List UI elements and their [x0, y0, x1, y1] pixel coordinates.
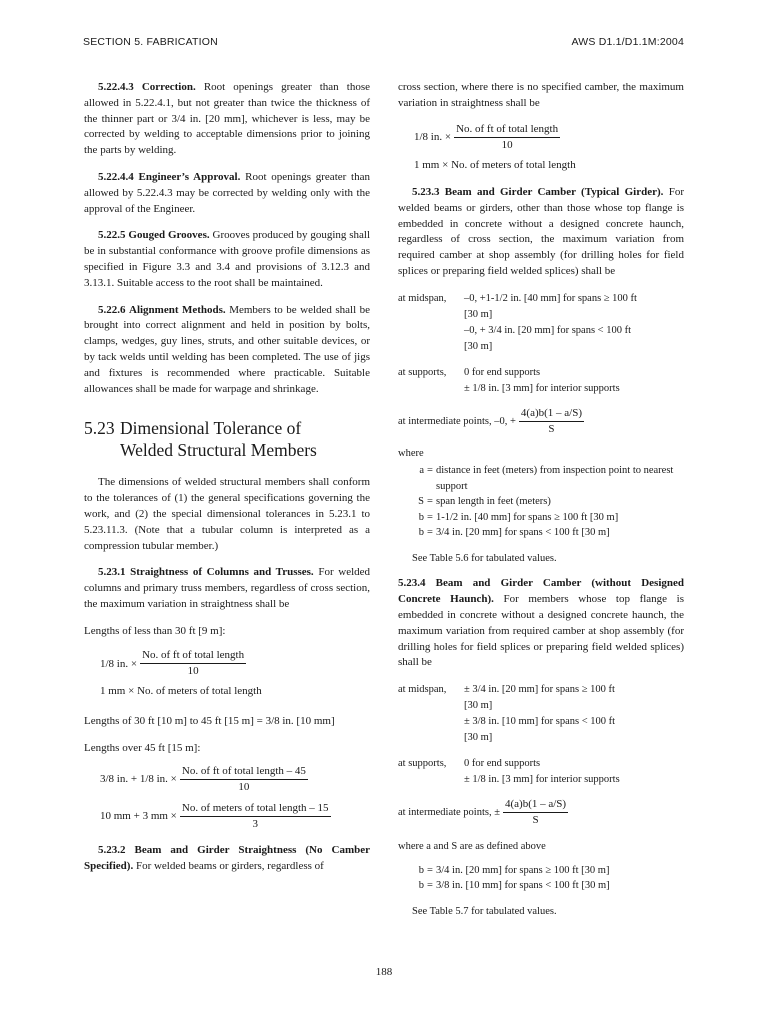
spec-value: [30 m] — [464, 340, 493, 352]
formula-prefix: 10 mm + 3 mm × — [100, 810, 177, 823]
formula-denominator: 3 — [252, 817, 258, 830]
para-number: 5.23.3 — [412, 186, 440, 199]
definition-row: b = 1-1/2 in. [40 mm] for spans ≥ 100 ft [30 m] — [398, 510, 684, 526]
para-5-22-6 — [84, 303, 370, 398]
para-5-23-2-continued: cross section, where there is no specified camber, the maximum variation in straightness shall be — [398, 81, 684, 109]
para-text: For members whose top flange is embedded in concrete without a designed concrete haunch, the maximum variation from required camber at shop assembly (for drilling holes for field splices or preparing field welded splices) shall be — [398, 593, 684, 669]
para-title: Beam and Girder Straightness (No Camber Specified). — [84, 843, 370, 872]
formula-prefix: 3/8 in. + 1/8 in. × — [100, 773, 177, 786]
para-number: 5.22.4.3 — [98, 81, 134, 93]
para-text: Grooves produced by gouging shall be in substantial conformance with groove profile dimensions as specified in Figure 3.3 and 3.4 and provisions of 3.12.3 and 3.13.1. Suitable access to the root shall be maintained. — [84, 229, 371, 289]
formula-prefix: at intermediate points, ± — [398, 807, 500, 819]
formula-fraction — [503, 798, 568, 827]
formula-numerator: 4(a)b(1 – a/S) — [519, 407, 584, 422]
formula-numerator: No. of meters of total length – 15 — [180, 802, 331, 817]
where-defined-above: where a and S are as defined above — [398, 841, 546, 853]
para-text: Root openings greater than allowed by 5.22.4.3 may be corrected by welding only with the approval of the Engineer. — [84, 170, 370, 215]
para-5-22-4-3 — [84, 80, 370, 159]
spec-value: [30 m] — [464, 732, 493, 744]
variable-definitions — [398, 463, 684, 541]
camber-spec-no-haunch — [398, 682, 684, 746]
section-title-line-1: Dimensional Tolerance of — [120, 418, 302, 439]
para-title: Straightness of Columns and Trusses. — [130, 566, 314, 579]
formula-prefix: at intermediate points, –0, + — [398, 415, 516, 427]
definition-text: 1-1/2 in. [40 mm] for spans ≥ 100 ft [30 m] — [436, 511, 619, 523]
formula-fraction — [180, 765, 308, 794]
table-reference-5-7: See Table 5.7 for tabulated values. — [412, 905, 557, 917]
spec-label-midspan: at midspan, — [398, 684, 447, 696]
page-number: 188 — [375, 966, 393, 978]
length-case-under-30ft: Lengths of less than 30 ft [9 m]: — [84, 624, 226, 637]
formula-numerator: No. of ft of total length — [454, 123, 560, 138]
formula-prefix: 1/8 in. × — [414, 131, 452, 144]
spec-value: ± 1/8 in. [3 mm] for interior supports — [464, 774, 620, 786]
spec-value: –0, + 3/4 in. [20 mm] for spans < 100 ft — [464, 324, 631, 336]
formula-numerator: 4(a)b(1 – a/S) — [503, 798, 568, 813]
formula-fraction — [519, 407, 584, 436]
length-case-30-to-45ft: Lengths of 30 ft [10 m] to 45 ft [15 m] = 3/8 in. [10 mm] — [84, 714, 335, 727]
formula-fraction — [140, 649, 246, 678]
spec-label-midspan: at midspan, — [398, 292, 447, 304]
definition-text: 3/4 in. [20 mm] for spans < 100 ft [30 m] — [436, 527, 610, 539]
spec-value: [30 m] — [464, 308, 493, 320]
formula-beam-straightness-metric: 1 mm × No. of meters of total length — [414, 158, 576, 171]
formula-intermediate-no-haunch — [398, 798, 684, 827]
running-header-standard: AWS D1.1/D1.1M:2004 — [571, 36, 684, 48]
formula-prefix: 1/8 in. × — [100, 657, 138, 670]
definition-row: b = 3/8 in. [10 mm] for spans < 100 ft [30 m] — [398, 878, 684, 894]
para-number: 5.22.4.4 — [98, 170, 134, 183]
definition-symbol: b — [418, 511, 424, 523]
para-text: Root openings greater than those allowed in 5.22.4.1, but not greater than twice the thickness of the thinner part or 3/4 in. [20 mm], whichever is less, may be corrected by welding to acceptable dimensions prior to joining the parts by welding. — [84, 81, 370, 157]
table-reference-5-6: See Table 5.6 for tabulated values. — [412, 552, 557, 564]
para-number: 5.22.6 — [98, 303, 126, 316]
definition-text: span length in feet (meters) — [436, 496, 551, 508]
para-title: Correction. — [141, 81, 196, 93]
spec-value: ± 1/8 in. [3 mm] for interior supports — [464, 382, 620, 394]
spec-value: ± 3/8 in. [10 mm] for spans < 100 ft — [464, 716, 616, 728]
spec-label-supports: at supports, — [398, 758, 447, 770]
where-label: where — [398, 447, 424, 459]
para-number: 5.22.5 — [98, 229, 126, 242]
formula-over-45ft-imperial — [84, 765, 370, 794]
formula-fraction — [454, 123, 560, 152]
para-5-22-4-4 — [84, 170, 370, 217]
definition-symbol: S — [418, 496, 424, 508]
para-5-23-4 — [398, 576, 684, 671]
definition-row: a = distance in feet (meters) from inspection point to nearest support — [398, 463, 684, 494]
formula-fraction — [180, 802, 331, 831]
spec-label-supports: at supports, — [398, 366, 447, 378]
left-column — [84, 80, 370, 885]
camber-spec-no-haunch-supports — [398, 756, 684, 788]
para-number: 5.23.1 — [98, 566, 126, 579]
definition-text: 3/8 in. [10 mm] for spans < 100 ft [30 m] — [436, 880, 610, 892]
para-5-22-5 — [84, 228, 370, 291]
formula-denominator: S — [548, 422, 555, 435]
formula-straightness-imperial — [84, 649, 370, 678]
running-header-section: SECTION 5. FABRICATION — [83, 36, 218, 48]
formula-beam-straightness-imperial — [398, 123, 684, 152]
formula-denominator: 10 — [501, 138, 513, 151]
camber-spec-typical — [398, 291, 684, 355]
spec-value: 0 for end supports — [464, 758, 541, 770]
para-text: Members to be welded shall be brought into correct alignment and held in position by bolts, clamps, wedges, guy lines, struts, and other suitable devices, or by tack welds until welding has been completed. The use of jigs and fixtures is recommended where practicable. Suitable allowances shall be made for warpage and shrinkage. — [84, 303, 371, 395]
variable-definitions-b — [398, 863, 684, 894]
para-5-23-1 — [84, 565, 370, 612]
para-number: 5.23.4 — [398, 577, 426, 590]
definition-symbol: a — [419, 465, 424, 477]
para-title: Engineer’s Approval. — [138, 170, 241, 183]
para-number: 5.23.2 — [98, 843, 126, 856]
formula-over-15m-metric — [84, 802, 370, 831]
definition-row: b = 3/4 in. [20 mm] for spans < 100 ft [30 m] — [398, 525, 684, 541]
section-title-line-2: Welded Structural Members — [120, 440, 317, 461]
spec-value: [30 m] — [464, 700, 493, 712]
section-number: 5.23 — [84, 418, 115, 439]
formula-straightness-metric: 1 mm × No. of meters of total length — [100, 685, 262, 698]
definition-row: b = 3/4 in. [20 mm] for spans ≥ 100 ft [30 m] — [398, 863, 684, 879]
definition-text: distance in feet (meters) from inspection point to nearest support — [436, 465, 674, 492]
section-heading-5-23 — [84, 417, 370, 461]
formula-intermediate-typical — [398, 407, 684, 436]
length-case-over-45ft: Lengths over 45 ft [15 m]: — [84, 742, 201, 755]
definition-symbol: b — [418, 864, 424, 876]
para-text: For welded beams or girders, other than those whose top flange is embedded in concrete without a designed concrete haunch, regardless of cross section, the maximum variation from required camber at shop assembly (for drilling holes for field splices or preparing field welded splices) shall be — [398, 186, 684, 278]
formula-denominator: 10 — [238, 780, 250, 793]
para-title: Beam and Girder Camber (without Designed Concrete Haunch). — [398, 577, 685, 606]
definition-symbol: b — [418, 527, 424, 539]
para-5-23-intro: The dimensions of welded structural members shall conform to the tolerances of (1) the general specifications governing the work, and (2) the special dimensional tolerances in 5.23.1 to 5.23.11.3. (Note that a tubular column is interpreted as a compression tubular member.) — [84, 476, 370, 552]
definition-symbol: b — [418, 880, 424, 892]
definition-text: 3/4 in. [20 mm] for spans ≥ 100 ft [30 m] — [436, 864, 610, 876]
spec-value: –0, +1-1/2 in. [40 mm] for spans ≥ 100 ft — [464, 292, 637, 304]
right-column — [398, 80, 684, 929]
definition-row: S = span length in feet (meters) — [398, 494, 684, 510]
formula-denominator: S — [532, 814, 539, 827]
para-5-23-2 — [84, 843, 370, 875]
para-text: For welded beams or girders, regardless of — [135, 859, 324, 872]
para-5-23-3 — [398, 185, 684, 280]
para-text: For welded columns and primary truss members, regardless of cross section, the maximum variation in straightness shall be — [84, 566, 371, 610]
formula-numerator: No. of ft of total length – 45 — [180, 765, 308, 780]
spec-value: ± 3/4 in. [20 mm] for spans ≥ 100 ft — [464, 684, 615, 696]
spec-value: 0 for end supports — [464, 366, 541, 378]
para-title: Beam and Girder Camber (Typical Girder). — [444, 186, 664, 199]
formula-numerator: No. of ft of total length — [140, 649, 246, 664]
camber-spec-typical-supports — [398, 365, 684, 397]
formula-denominator: 10 — [187, 665, 199, 678]
para-title: Alignment Methods. — [129, 303, 226, 316]
para-title: Gouged Grooves. — [128, 229, 210, 242]
